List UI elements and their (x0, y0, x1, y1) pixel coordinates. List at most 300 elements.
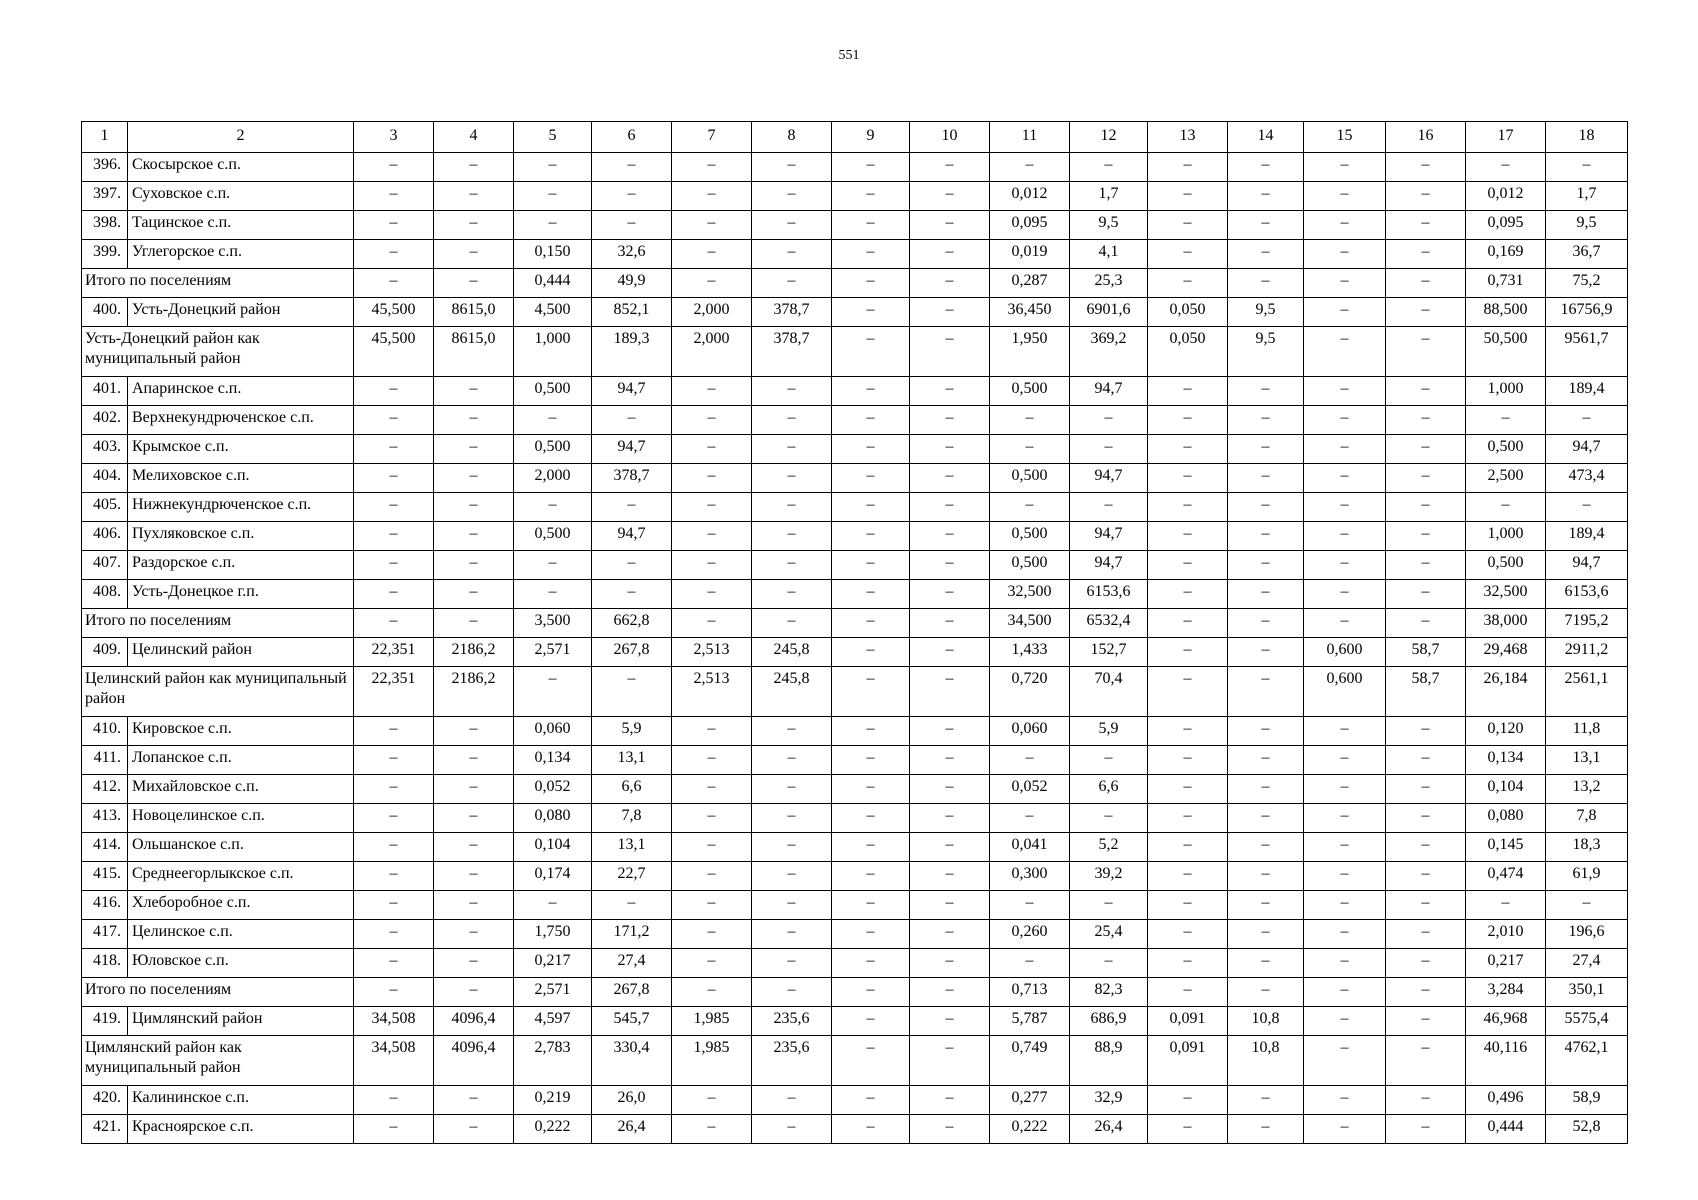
column-number-header: 7 (672, 122, 752, 153)
value-cell: – (592, 153, 672, 182)
value-cell: – (1466, 891, 1546, 920)
value-cell: 171,2 (592, 920, 672, 949)
value-cell: 0,217 (514, 949, 592, 978)
value-cell: – (1304, 1086, 1386, 1115)
value-cell: – (910, 804, 990, 833)
value-cell: 58,9 (1546, 1086, 1628, 1115)
value-cell: – (1148, 269, 1228, 298)
column-number-header: 3 (354, 122, 434, 153)
value-cell: 0,222 (514, 1115, 592, 1144)
value-cell: – (1386, 580, 1466, 609)
value-cell: – (1386, 862, 1466, 891)
value-cell: – (1148, 551, 1228, 580)
value-cell: 0,150 (514, 240, 592, 269)
value-cell: – (1148, 833, 1228, 862)
value-cell: – (434, 153, 514, 182)
value-cell: – (354, 377, 434, 406)
column-number-header: 4 (434, 122, 514, 153)
value-cell: – (1148, 153, 1228, 182)
value-cell: – (1386, 435, 1466, 464)
value-cell: – (354, 804, 434, 833)
settlement-name: Пухляковское с.п. (128, 522, 354, 551)
table-row (82, 522, 1628, 551)
value-cell: 88,9 (1070, 1036, 1148, 1086)
value-cell: 0,500 (990, 522, 1070, 551)
value-cell: – (1148, 667, 1228, 717)
value-cell: 58,7 (1386, 667, 1466, 717)
value-cell: – (672, 717, 752, 746)
table-row (82, 804, 1628, 833)
value-cell: – (1466, 493, 1546, 522)
value-cell: 9561,7 (1546, 327, 1628, 377)
value-cell: – (1304, 580, 1386, 609)
value-cell: 1,985 (672, 1007, 752, 1036)
value-cell: 2,000 (514, 464, 592, 493)
value-cell: 26,0 (592, 1086, 672, 1115)
value-cell: – (434, 1115, 514, 1144)
value-cell: – (832, 949, 910, 978)
column-number-header: 14 (1228, 122, 1304, 153)
value-cell: – (514, 580, 592, 609)
value-cell: – (434, 891, 514, 920)
value-cell: – (354, 406, 434, 435)
value-cell: – (1148, 580, 1228, 609)
value-cell: – (752, 804, 832, 833)
value-cell: 94,7 (592, 377, 672, 406)
value-cell: 0,134 (1466, 746, 1546, 775)
value-cell: – (1386, 464, 1466, 493)
value-cell: 0,104 (514, 833, 592, 862)
value-cell: – (1304, 522, 1386, 551)
value-cell: 9,5 (1228, 298, 1304, 327)
value-cell: – (1304, 717, 1386, 746)
value-cell: – (672, 551, 752, 580)
value-cell: 9,5 (1228, 327, 1304, 377)
value-cell: 0,060 (990, 717, 1070, 746)
value-cell: – (832, 377, 910, 406)
table-row (82, 493, 1628, 522)
data-table (81, 121, 1628, 1144)
value-cell: – (1228, 377, 1304, 406)
settlement-name: Цимлянский район (128, 1007, 354, 1036)
value-cell: 0,222 (990, 1115, 1070, 1144)
table-row (82, 920, 1628, 949)
table-row (82, 833, 1628, 862)
value-cell: – (434, 580, 514, 609)
value-cell: 0,500 (990, 464, 1070, 493)
value-cell: 0,600 (1304, 667, 1386, 717)
value-cell: 245,8 (752, 667, 832, 717)
value-cell: – (354, 551, 434, 580)
value-cell: – (514, 551, 592, 580)
value-cell: 0,052 (990, 775, 1070, 804)
value-cell: – (1386, 1115, 1466, 1144)
value-cell: – (1148, 804, 1228, 833)
value-cell: 235,6 (752, 1007, 832, 1036)
value-cell: – (1304, 746, 1386, 775)
value-cell: – (672, 978, 752, 1007)
value-cell: – (832, 580, 910, 609)
value-cell: – (672, 435, 752, 464)
value-cell: 39,2 (1070, 862, 1148, 891)
value-cell: – (910, 493, 990, 522)
value-cell: – (832, 1036, 910, 1086)
value-cell: 2561,1 (1546, 667, 1628, 717)
value-cell: 8615,0 (434, 327, 514, 377)
value-cell: – (1466, 153, 1546, 182)
table-row (82, 406, 1628, 435)
value-cell: – (592, 211, 672, 240)
value-cell: – (832, 920, 910, 949)
value-cell: 3,500 (514, 609, 592, 638)
value-cell: 0,474 (1466, 862, 1546, 891)
value-cell: 13,1 (1546, 746, 1628, 775)
value-cell: – (592, 580, 672, 609)
value-cell: – (1148, 435, 1228, 464)
value-cell: – (1546, 493, 1628, 522)
value-cell: 9,5 (1070, 211, 1148, 240)
value-cell: 40,116 (1466, 1036, 1546, 1086)
value-cell: – (910, 522, 990, 551)
value-cell: – (672, 522, 752, 551)
value-cell: 18,3 (1546, 833, 1628, 862)
table-row (82, 1036, 1628, 1086)
value-cell: 46,968 (1466, 1007, 1546, 1036)
value-cell: – (1228, 406, 1304, 435)
row-number: 408. (82, 580, 128, 609)
value-cell: – (910, 551, 990, 580)
value-cell: 5,787 (990, 1007, 1070, 1036)
row-number: 413. (82, 804, 128, 833)
value-cell: 0,050 (1148, 298, 1228, 327)
value-cell: – (752, 522, 832, 551)
table-row (82, 746, 1628, 775)
value-cell: – (910, 240, 990, 269)
value-cell: 0,050 (1148, 327, 1228, 377)
value-cell: – (1304, 551, 1386, 580)
settlement-name: Скосырское с.п. (128, 153, 354, 182)
value-cell: 94,7 (592, 522, 672, 551)
value-cell: 94,7 (1070, 464, 1148, 493)
value-cell: – (752, 891, 832, 920)
value-cell: – (1304, 406, 1386, 435)
value-cell: – (1546, 153, 1628, 182)
column-number-header: 18 (1546, 122, 1628, 153)
value-cell: – (910, 580, 990, 609)
settlements-total-label: Итого по поселениям (82, 269, 354, 298)
value-cell: – (1304, 920, 1386, 949)
value-cell: 8615,0 (434, 298, 514, 327)
value-cell: – (1304, 153, 1386, 182)
value-cell: 0,145 (1466, 833, 1546, 862)
value-cell: 0,749 (990, 1036, 1070, 1086)
value-cell: 0,500 (514, 522, 592, 551)
value-cell: – (1228, 746, 1304, 775)
value-cell: – (1386, 182, 1466, 211)
value-cell: 0,219 (514, 1086, 592, 1115)
value-cell: – (1386, 240, 1466, 269)
value-cell: 10,8 (1228, 1036, 1304, 1086)
table-row (82, 269, 1628, 298)
value-cell: 34,508 (354, 1007, 434, 1036)
value-cell: – (434, 978, 514, 1007)
value-cell: – (832, 775, 910, 804)
value-cell: 6901,6 (1070, 298, 1148, 327)
value-cell: 0,500 (990, 377, 1070, 406)
value-cell: – (1304, 327, 1386, 377)
value-cell: – (1304, 377, 1386, 406)
value-cell: – (354, 717, 434, 746)
value-cell: – (752, 153, 832, 182)
value-cell: 25,4 (1070, 920, 1148, 949)
value-cell: – (434, 1086, 514, 1115)
value-cell: – (752, 551, 832, 580)
value-cell: 45,500 (354, 298, 434, 327)
value-cell: 1,433 (990, 638, 1070, 667)
value-cell: 94,7 (1070, 522, 1148, 551)
value-cell: – (910, 746, 990, 775)
settlement-name: Лопанское с.п. (128, 746, 354, 775)
value-cell: – (1304, 182, 1386, 211)
value-cell: 1,000 (1466, 522, 1546, 551)
value-cell: – (1304, 775, 1386, 804)
value-cell: – (1386, 1036, 1466, 1086)
table-row (82, 551, 1628, 580)
value-cell: – (354, 1115, 434, 1144)
row-number: 406. (82, 522, 128, 551)
value-cell: 852,1 (592, 298, 672, 327)
row-number: 414. (82, 833, 128, 862)
value-cell: – (1304, 240, 1386, 269)
value-cell: 369,2 (1070, 327, 1148, 377)
value-cell: 378,7 (592, 464, 672, 493)
settlement-name: Тацинское с.п. (128, 211, 354, 240)
value-cell: – (752, 717, 832, 746)
value-cell: – (1070, 153, 1148, 182)
value-cell: – (1386, 949, 1466, 978)
value-cell: – (910, 269, 990, 298)
value-cell: 1,7 (1546, 182, 1628, 211)
value-cell: – (672, 464, 752, 493)
value-cell: 36,450 (990, 298, 1070, 327)
value-cell: – (832, 269, 910, 298)
value-cell: – (1386, 920, 1466, 949)
value-cell: – (1386, 717, 1466, 746)
value-cell: – (1228, 240, 1304, 269)
value-cell: – (354, 775, 434, 804)
row-number: 419. (82, 1007, 128, 1036)
value-cell: 2,513 (672, 667, 752, 717)
value-cell: 378,7 (752, 327, 832, 377)
value-cell: 2,010 (1466, 920, 1546, 949)
value-cell: – (1304, 609, 1386, 638)
value-cell: 2,513 (672, 638, 752, 667)
row-number: 407. (82, 551, 128, 580)
value-cell: – (672, 377, 752, 406)
row-number: 403. (82, 435, 128, 464)
value-cell: – (434, 240, 514, 269)
value-cell: – (354, 182, 434, 211)
value-cell: – (672, 182, 752, 211)
settlements-total-label: Итого по поселениям (82, 609, 354, 638)
value-cell: – (832, 862, 910, 891)
value-cell: – (434, 377, 514, 406)
value-cell: – (1304, 1036, 1386, 1086)
value-cell: – (910, 833, 990, 862)
value-cell: 0,080 (1466, 804, 1546, 833)
value-cell: – (1148, 920, 1228, 949)
value-cell: 0,169 (1466, 240, 1546, 269)
settlement-name: Усть-Донецкое г.п. (128, 580, 354, 609)
column-number-row (82, 122, 1628, 153)
column-number-header: 12 (1070, 122, 1148, 153)
row-number: 400. (82, 298, 128, 327)
value-cell: 1,000 (1466, 377, 1546, 406)
value-cell: – (1304, 464, 1386, 493)
value-cell: – (354, 609, 434, 638)
value-cell: 1,985 (672, 1036, 752, 1086)
value-cell: – (1228, 775, 1304, 804)
district-subtotal-label: Цимлянский район как муниципальный район (82, 1036, 354, 1086)
value-cell: – (910, 891, 990, 920)
value-cell: – (752, 1115, 832, 1144)
value-cell: 7,8 (1546, 804, 1628, 833)
row-number: 421. (82, 1115, 128, 1144)
value-cell: – (354, 978, 434, 1007)
value-cell: – (434, 717, 514, 746)
table-body (82, 153, 1628, 1144)
value-cell: 0,277 (990, 1086, 1070, 1115)
value-cell: – (1228, 978, 1304, 1007)
value-cell: 0,500 (1466, 551, 1546, 580)
value-cell: – (672, 211, 752, 240)
value-cell: – (910, 464, 990, 493)
value-cell: – (672, 746, 752, 775)
value-cell: – (1148, 406, 1228, 435)
row-number: 410. (82, 717, 128, 746)
value-cell: – (672, 833, 752, 862)
row-number: 397. (82, 182, 128, 211)
value-cell: – (592, 891, 672, 920)
column-number-header: 9 (832, 122, 910, 153)
value-cell: 6,6 (592, 775, 672, 804)
value-cell: 4,597 (514, 1007, 592, 1036)
value-cell: 2186,2 (434, 638, 514, 667)
value-cell: – (990, 153, 1070, 182)
value-cell: – (910, 920, 990, 949)
value-cell: – (672, 580, 752, 609)
value-cell: – (1304, 891, 1386, 920)
value-cell: 0,444 (514, 269, 592, 298)
value-cell: – (514, 667, 592, 717)
table-row (82, 667, 1628, 717)
value-cell: 0,012 (990, 182, 1070, 211)
value-cell: – (354, 493, 434, 522)
value-cell: – (910, 609, 990, 638)
value-cell: 2911,2 (1546, 638, 1628, 667)
value-cell: – (910, 862, 990, 891)
value-cell: 0,120 (1466, 717, 1546, 746)
value-cell: – (1228, 580, 1304, 609)
value-cell: 32,6 (592, 240, 672, 269)
value-cell: – (832, 717, 910, 746)
value-cell: – (910, 182, 990, 211)
settlement-name: Крымское с.п. (128, 435, 354, 464)
table-row (82, 949, 1628, 978)
value-cell: – (1228, 493, 1304, 522)
value-cell: 26,4 (592, 1115, 672, 1144)
value-cell: – (672, 406, 752, 435)
value-cell: 94,7 (1070, 551, 1148, 580)
value-cell: – (592, 667, 672, 717)
value-cell: 49,9 (592, 269, 672, 298)
value-cell: – (1228, 862, 1304, 891)
row-number: 418. (82, 949, 128, 978)
value-cell: – (1228, 638, 1304, 667)
table-row (82, 298, 1628, 327)
value-cell: – (832, 240, 910, 269)
value-cell: – (832, 638, 910, 667)
value-cell: – (354, 435, 434, 464)
value-cell: 9,5 (1546, 211, 1628, 240)
value-cell: – (1228, 1086, 1304, 1115)
value-cell: – (990, 891, 1070, 920)
value-cell: 2,000 (672, 298, 752, 327)
value-cell: – (434, 833, 514, 862)
district-subtotal-label: Целинский район как муниципальный район (82, 667, 354, 717)
page-number: 551 (838, 48, 860, 63)
value-cell: 0,720 (990, 667, 1070, 717)
value-cell: – (1228, 551, 1304, 580)
value-cell: 0,731 (1466, 269, 1546, 298)
value-cell: 25,3 (1070, 269, 1148, 298)
value-cell: – (1070, 891, 1148, 920)
value-cell: – (592, 182, 672, 211)
value-cell: – (910, 435, 990, 464)
table-row (82, 978, 1628, 1007)
value-cell: – (592, 493, 672, 522)
value-cell: 0,019 (990, 240, 1070, 269)
row-number: 415. (82, 862, 128, 891)
value-cell: 6,6 (1070, 775, 1148, 804)
value-cell: 10,8 (1228, 1007, 1304, 1036)
value-cell: – (672, 493, 752, 522)
value-cell: 5575,4 (1546, 1007, 1628, 1036)
value-cell: 75,2 (1546, 269, 1628, 298)
row-number: 412. (82, 775, 128, 804)
value-cell: 6153,6 (1546, 580, 1628, 609)
row-number: 404. (82, 464, 128, 493)
value-cell: – (434, 551, 514, 580)
value-cell: – (1386, 551, 1466, 580)
value-cell: – (1386, 891, 1466, 920)
value-cell: – (1148, 775, 1228, 804)
value-cell: – (514, 493, 592, 522)
table-row (82, 240, 1628, 269)
value-cell: 1,000 (514, 327, 592, 377)
settlement-name: Кировское с.п. (128, 717, 354, 746)
value-cell: – (1148, 211, 1228, 240)
value-cell: – (1304, 298, 1386, 327)
settlement-name: Раздорское с.п. (128, 551, 354, 580)
settlement-name: Калининское с.п. (128, 1086, 354, 1115)
value-cell: – (434, 464, 514, 493)
value-cell: 0,713 (990, 978, 1070, 1007)
value-cell: – (1148, 862, 1228, 891)
column-number-header: 8 (752, 122, 832, 153)
value-cell: – (354, 920, 434, 949)
value-cell: – (1148, 638, 1228, 667)
